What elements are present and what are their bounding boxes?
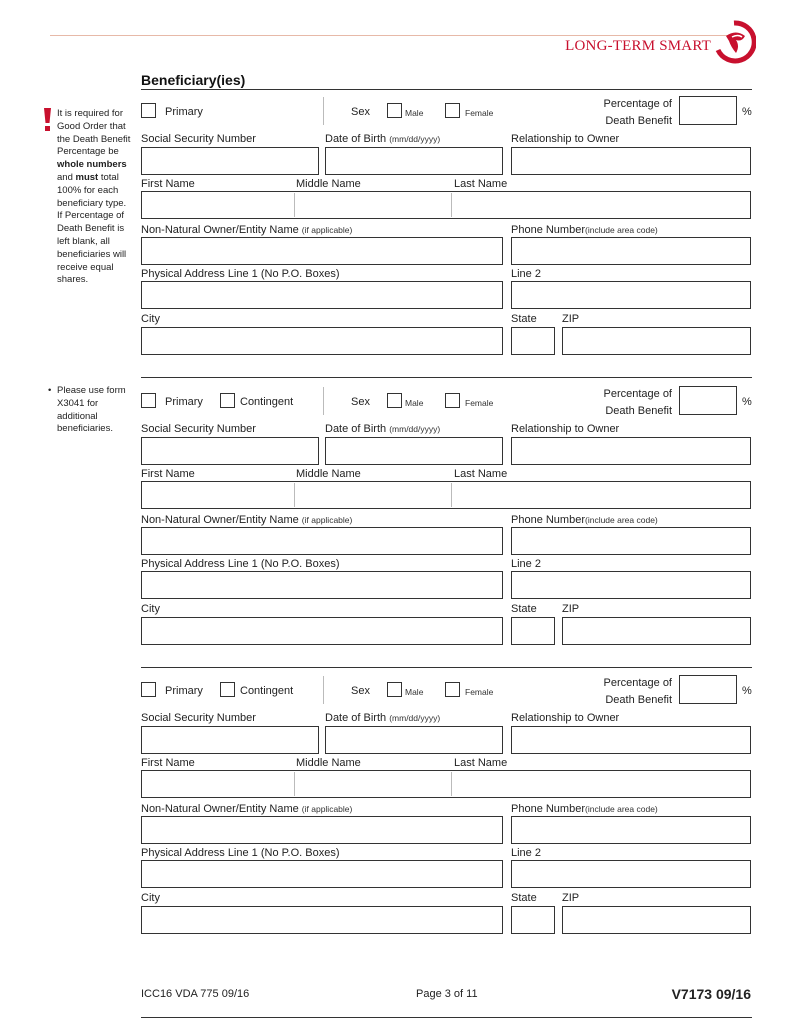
zip-label: ZIP xyxy=(562,603,580,615)
zip-input[interactable] xyxy=(562,617,751,645)
male-checkbox[interactable] xyxy=(387,103,402,118)
last-name-input[interactable] xyxy=(451,482,750,508)
city-input[interactable] xyxy=(141,327,503,355)
dob-input[interactable] xyxy=(325,147,503,175)
dob-text: Date of Birth xyxy=(325,423,387,435)
city-label: City xyxy=(141,603,160,615)
dob-label xyxy=(325,423,440,435)
middle-name-label: Middle Name xyxy=(296,757,361,769)
note-text: and xyxy=(57,171,76,183)
dob-label xyxy=(325,712,440,724)
if-applicable-note: (if applicable) xyxy=(301,515,353,525)
middle-name-input[interactable] xyxy=(294,482,450,508)
male-label: Male xyxy=(405,398,424,408)
city-input[interactable] xyxy=(141,906,503,934)
relationship-label: Relationship to Owner xyxy=(511,423,620,435)
city-input[interactable] xyxy=(141,617,503,645)
field-separator xyxy=(323,387,324,415)
phone-label xyxy=(511,224,658,236)
if-applicable-note: (if applicable) xyxy=(301,804,353,814)
male-label: Male xyxy=(405,687,424,697)
death-benefit-label: Death Benefit xyxy=(605,405,672,417)
note-equal-shares: If Percentage of Death Benefit is left blank, all beneficiaries will receive equal shares. xyxy=(57,210,127,286)
area-code-note: (include area code) xyxy=(585,225,658,235)
contingent-label: Contingent xyxy=(240,685,294,697)
phone-label xyxy=(511,803,658,815)
city-label: City xyxy=(141,892,160,904)
field-separator xyxy=(323,97,324,125)
zip-input[interactable] xyxy=(562,906,751,934)
address2-input[interactable] xyxy=(511,860,751,888)
block-divider xyxy=(141,377,752,378)
dob-format: (mm/dd/yyyy) xyxy=(389,424,441,434)
relationship-input[interactable] xyxy=(511,726,751,754)
last-name-label: Last Name xyxy=(454,468,508,480)
percent-sign: % xyxy=(742,685,752,697)
first-name-label: First Name xyxy=(141,757,195,769)
primary-checkbox[interactable] xyxy=(141,682,156,697)
ssn-input[interactable] xyxy=(141,147,319,175)
state-label: State xyxy=(511,892,537,904)
primary-label: Primary xyxy=(165,685,203,697)
state-input[interactable] xyxy=(511,327,555,355)
ssn-label: Social Security Number xyxy=(141,712,256,724)
area-code-note: (include area code) xyxy=(585,515,658,525)
state-label: State xyxy=(511,603,537,615)
contingent-checkbox[interactable] xyxy=(220,682,235,697)
percentage-label: Percentage of xyxy=(603,677,672,689)
phone-input[interactable] xyxy=(511,816,751,844)
percentage-input[interactable] xyxy=(679,675,737,704)
relationship-label: Relationship to Owner xyxy=(511,133,620,145)
city-label: City xyxy=(141,313,160,325)
additional-beneficiaries-note: Please use form X3041 for additional beneficiaries. xyxy=(57,385,126,435)
relationship-input[interactable] xyxy=(511,437,751,465)
state-input[interactable] xyxy=(511,906,555,934)
entity-name-label xyxy=(141,224,352,236)
last-name-label: Last Name xyxy=(454,178,508,190)
male-label: Male xyxy=(405,108,424,118)
ssn-input[interactable] xyxy=(141,437,319,465)
middle-name-input[interactable] xyxy=(294,771,450,797)
address1-label: Physical Address Line 1 (No P.O. Boxes) xyxy=(141,847,340,859)
phone-input[interactable] xyxy=(511,527,751,555)
contingent-checkbox[interactable] xyxy=(220,393,235,408)
address1-input[interactable] xyxy=(141,571,503,599)
relationship-label: Relationship to Owner xyxy=(511,712,620,724)
address1-input[interactable] xyxy=(141,860,503,888)
last-name-input[interactable] xyxy=(451,192,750,218)
death-benefit-label: Death Benefit xyxy=(605,115,672,127)
good-order-note xyxy=(57,108,135,287)
first-name-label: First Name xyxy=(141,468,195,480)
middle-name-label: Middle Name xyxy=(296,468,361,480)
death-benefit-label: Death Benefit xyxy=(605,694,672,706)
sex-label: Sex xyxy=(351,106,370,118)
percentage-label: Percentage of xyxy=(603,388,672,400)
address1-label: Physical Address Line 1 (No P.O. Boxes) xyxy=(141,558,340,570)
first-name-label: First Name xyxy=(141,178,195,190)
dob-format: (mm/dd/yyyy) xyxy=(389,134,441,144)
female-checkbox[interactable] xyxy=(445,103,460,118)
area-code-note: (include area code) xyxy=(585,804,658,814)
percentage-input[interactable] xyxy=(679,96,737,125)
ssn-label: Social Security Number xyxy=(141,423,256,435)
brand-logo-icon xyxy=(712,20,756,64)
percent-sign: % xyxy=(742,106,752,118)
middle-name-input[interactable] xyxy=(294,192,450,218)
entity-name-input[interactable] xyxy=(141,816,503,844)
sex-label: Sex xyxy=(351,685,370,697)
primary-checkbox[interactable] xyxy=(141,393,156,408)
header-rule xyxy=(50,35,730,36)
middle-name-label: Middle Name xyxy=(296,178,361,190)
primary-label: Primary xyxy=(165,106,203,118)
address2-input[interactable] xyxy=(511,281,751,309)
form-id: ICC16 VDA 775 09/16 xyxy=(141,988,250,1000)
percentage-label: Percentage of xyxy=(603,98,672,110)
note-bold-whole-numbers: whole numbers xyxy=(57,159,127,171)
address2-label: Line 2 xyxy=(511,558,541,570)
phone-input[interactable] xyxy=(511,237,751,265)
zip-label: ZIP xyxy=(562,313,580,325)
primary-label: Primary xyxy=(165,396,203,408)
note-text: It is required for Good Order that the Death Benefit Percentage be xyxy=(57,108,131,158)
dob-label xyxy=(325,133,440,145)
entity-name-input[interactable] xyxy=(141,527,503,555)
address2-input[interactable] xyxy=(511,571,751,599)
male-checkbox[interactable] xyxy=(387,393,402,408)
phone-text: Phone Number xyxy=(511,224,585,236)
dob-text: Date of Birth xyxy=(325,712,387,724)
phone-text: Phone Number xyxy=(511,514,585,526)
last-name-input[interactable] xyxy=(451,771,750,797)
first-name-input[interactable] xyxy=(142,192,293,218)
entity-name-input[interactable] xyxy=(141,237,503,265)
female-checkbox[interactable] xyxy=(445,393,460,408)
female-label: Female xyxy=(465,398,494,408)
entity-text: Non-Natural Owner/Entity Name xyxy=(141,224,299,236)
note-bold-must: must xyxy=(75,171,99,183)
last-name-label: Last Name xyxy=(454,757,508,769)
female-label: Female xyxy=(465,108,494,118)
page-number: Page 3 of 11 xyxy=(416,988,478,1000)
footer-rule xyxy=(141,1017,752,1018)
male-checkbox[interactable] xyxy=(387,682,402,697)
first-name-input[interactable] xyxy=(142,771,293,797)
address1-input[interactable] xyxy=(141,281,503,309)
phone-text: Phone Number xyxy=(511,803,585,815)
ssn-label: Social Security Number xyxy=(141,133,256,145)
block-divider xyxy=(141,667,752,668)
field-separator xyxy=(323,676,324,704)
if-applicable-note: (if applicable) xyxy=(301,225,353,235)
dob-input[interactable] xyxy=(325,726,503,754)
dob-text: Date of Birth xyxy=(325,133,387,145)
phone-label xyxy=(511,514,658,526)
entity-name-label xyxy=(141,803,352,815)
exclamation-icon xyxy=(43,108,52,132)
zip-input[interactable] xyxy=(562,327,751,355)
address2-label: Line 2 xyxy=(511,268,541,280)
percent-sign: % xyxy=(742,396,752,408)
dob-format: (mm/dd/yyyy) xyxy=(389,713,441,723)
ssn-input[interactable] xyxy=(141,726,319,754)
zip-label: ZIP xyxy=(562,892,580,904)
state-input[interactable] xyxy=(511,617,555,645)
contingent-label: Contingent xyxy=(240,396,294,408)
note-text: total 100% for each beneficiary type. xyxy=(57,171,127,209)
percentage-input[interactable] xyxy=(679,386,737,415)
dob-input[interactable] xyxy=(325,437,503,465)
brand-name: LONG-TERM SMART xyxy=(565,38,711,54)
address2-label: Line 2 xyxy=(511,847,541,859)
entity-name-label xyxy=(141,514,352,526)
sex-label: Sex xyxy=(351,396,370,408)
female-checkbox[interactable] xyxy=(445,682,460,697)
entity-text: Non-Natural Owner/Entity Name xyxy=(141,514,299,526)
primary-checkbox[interactable] xyxy=(141,103,156,118)
address1-label: Physical Address Line 1 (No P.O. Boxes) xyxy=(141,268,340,280)
first-name-input[interactable] xyxy=(142,482,293,508)
form-code: V7173 09/16 xyxy=(671,986,751,1002)
bullet-icon: • xyxy=(48,385,52,396)
female-label: Female xyxy=(465,687,494,697)
relationship-input[interactable] xyxy=(511,147,751,175)
section-title: Beneficiary(ies) xyxy=(141,72,246,88)
state-label: State xyxy=(511,313,537,325)
entity-text: Non-Natural Owner/Entity Name xyxy=(141,803,299,815)
section-title-rule xyxy=(141,89,752,90)
